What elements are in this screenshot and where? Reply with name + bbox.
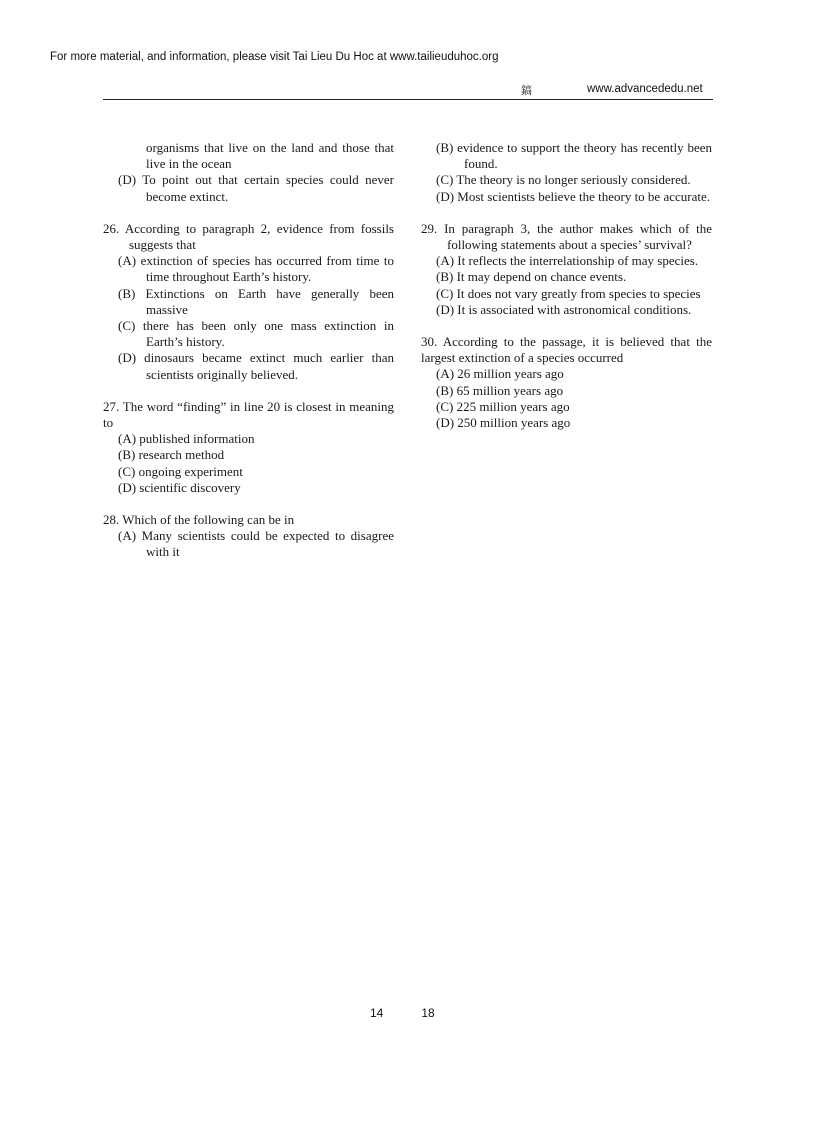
site-note: For more material, and information, please visit Tai Lieu Du Hoc at www.tailieuduhoc.org: [50, 51, 499, 63]
header-glyph: 鎬: [521, 84, 532, 97]
option-b: (B) research method: [118, 447, 225, 463]
option-c: (C) 225 million years ago: [436, 398, 570, 414]
question-stem: 30. According to the passage, it is believed that the largest extinction of a species occurred: [421, 334, 712, 366]
option-c: (C) The theory is no longer seriously considered.: [436, 172, 691, 188]
page-number-left: 14: [370, 1006, 384, 1020]
question-28-continuation: [421, 140, 712, 205]
question-stem: 27. The word “finding” in line 20 is closest in meaning to: [103, 398, 394, 431]
question-stem: 28. Which of the following can be in: [103, 512, 295, 528]
option-text: organisms that live on the land and those that live in the ocean: [146, 140, 394, 172]
option-b: (B) Extinctions on Earth have generally been massive: [118, 285, 394, 317]
option-b: (B) evidence to support the theory has recently been found.: [436, 140, 712, 172]
option-d: (D) 250 million years ago: [436, 415, 571, 431]
question-stem: 29. In paragraph 3, the author makes which of the following statements about a species’ survival?: [421, 220, 712, 253]
question-26: [103, 221, 394, 383]
option-a: (A) Many scientists could be expected to disagree with it: [118, 528, 394, 560]
option-c: (C) there has been only one mass extinction in Earth’s history.: [118, 318, 394, 350]
option-b: (B) 65 million years ago: [436, 382, 564, 398]
option-c: (C) It does not vary greatly from species to species: [436, 285, 701, 301]
left-column: [103, 140, 394, 561]
question-29: [421, 221, 712, 318]
option-a: (A) It reflects the interrelationship of may species.: [436, 253, 699, 269]
option-d: (D) dinosaurs became extinct much earlier than scientists originally believed.: [118, 350, 394, 382]
right-column: [421, 140, 712, 431]
option-d: (D) To point out that certain species could never become extinct.: [118, 172, 394, 204]
option-d: (D) Most scientists believe the theory to be accurate.: [436, 188, 710, 204]
question-28: [103, 512, 394, 561]
option-a: (A) 26 million years ago: [436, 366, 564, 382]
page-numbers: [370, 1006, 435, 1020]
question-stem: 26. According to paragraph 2, evidence from fossils suggests that: [103, 220, 394, 253]
question-30: [421, 334, 712, 431]
question-25-continuation: [103, 140, 394, 205]
option-d: (D) It is associated with astronomical conditions.: [436, 301, 692, 317]
option-a: (A) published information: [118, 431, 255, 447]
header-rule: [103, 99, 713, 100]
option-b: (B) It may depend on chance events.: [436, 269, 627, 285]
page-number-right: 18: [421, 1006, 435, 1020]
option-a: (A) extinction of species has occurred from time to time throughout Earth’s history.: [118, 253, 394, 285]
question-27: [103, 399, 394, 496]
header-url: www.advancededu.net: [587, 83, 703, 95]
option-d: (D) scientific discovery: [118, 479, 241, 495]
option-c: (C) ongoing experiment: [118, 463, 243, 479]
